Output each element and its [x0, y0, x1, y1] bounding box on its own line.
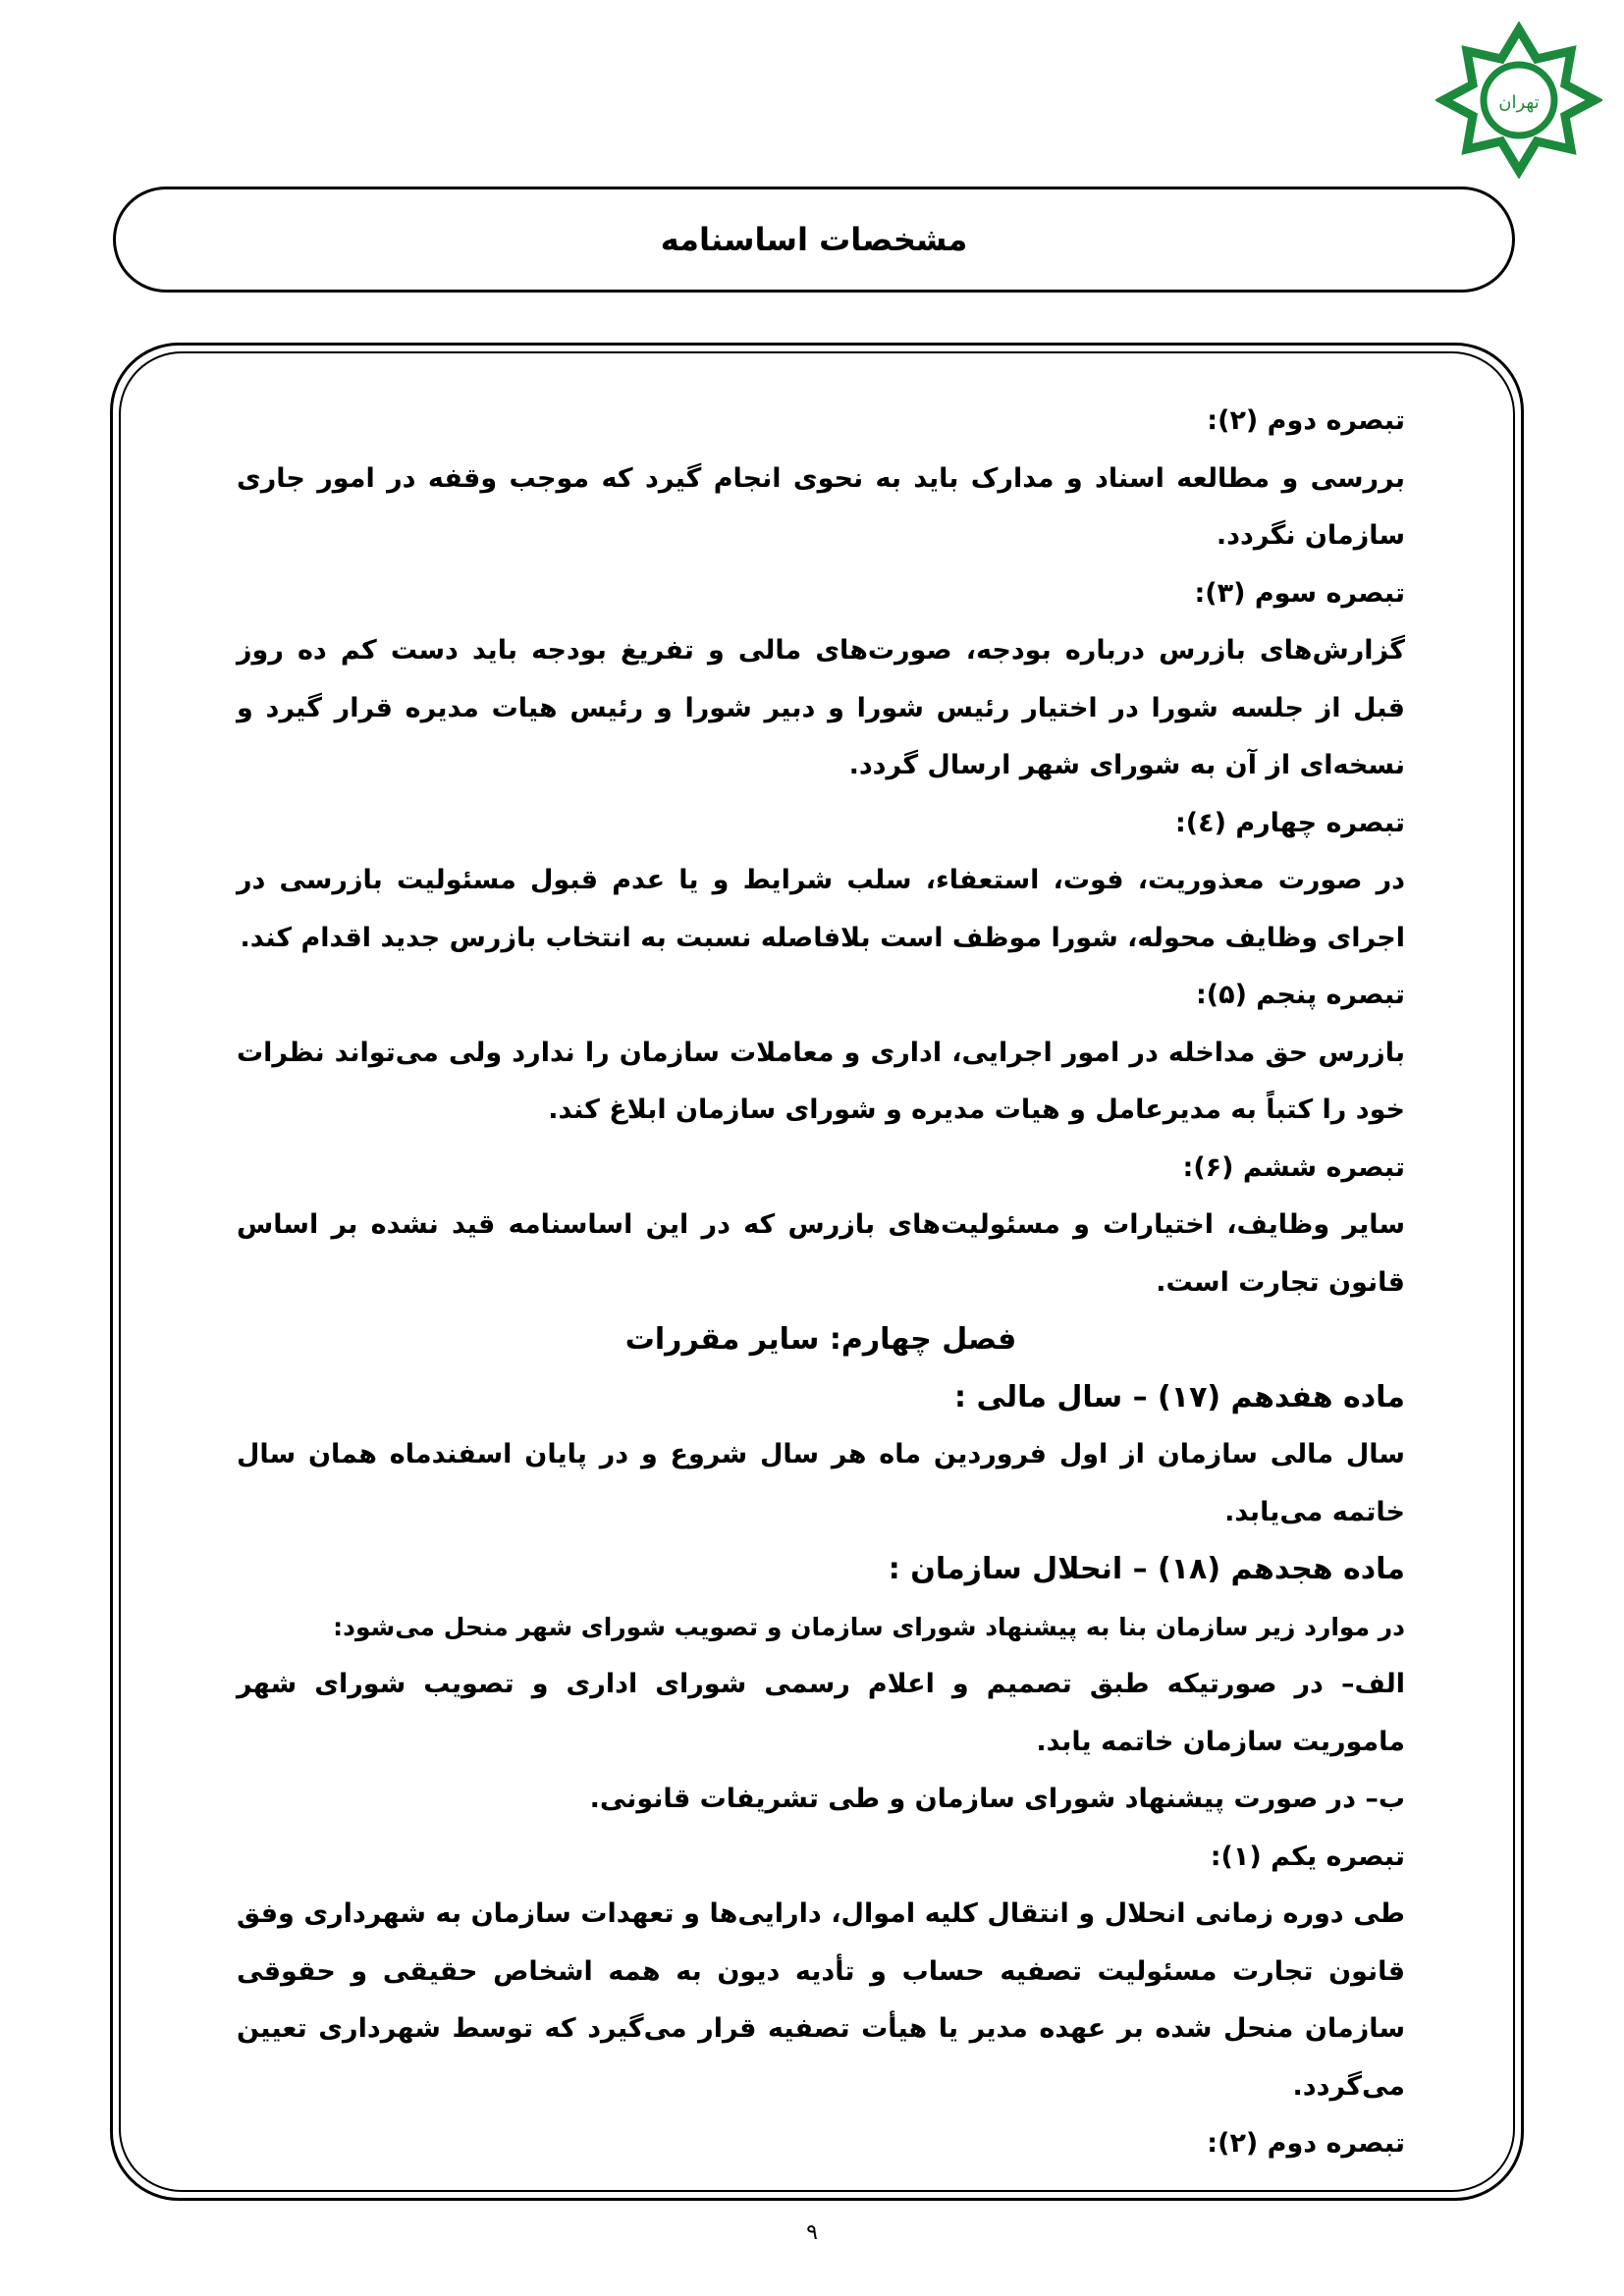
- document-body: [237, 393, 1405, 2173]
- article-heading: ماده هجدهم (۱۸) – انحلال سازمان :: [888, 1552, 1405, 1586]
- page-title: مشخصات اساسنامه: [660, 221, 968, 258]
- section-title-box: [113, 187, 1515, 293]
- paragraph: الف– در صورتیکه طبق تصمیم و اعلام رسمی شورای اداری و تصویب شورای شهر ماموریت سازمان خاتمه یابد.: [237, 1669, 1405, 1757]
- paragraph: سال مالی سازمان از اول فروردین ماه هر سال شروع و در پایان اسفندماه همان سال خاتمه می‌یابد.: [237, 1439, 1405, 1527]
- chapter-heading: فصل چهارم: سایر مقررات: [624, 1322, 1017, 1357]
- note-heading: تبصره پنجم (۵):: [1195, 980, 1405, 1010]
- paragraph: طی دوره زمانی انحلال و انتقال کلیه اموال، دارایی‌ها و تعهدات سازمان به شهرداری وفق قانون تجارت مسئولیت تصفیه حساب و تأدیه دیون به همه اشخاص حقیقی و حقوقی سازمان منحل شده بر عهده مدیر یا هیأت تصفیه قرار می‌گیرد که توسط شهرداری تعیین می‌گردد.: [237, 1898, 1405, 2102]
- svg-text:تهران: تهران: [1498, 92, 1540, 113]
- note-heading: تبصره دوم (۲):: [1207, 405, 1405, 436]
- note-heading: تبصره یکم (۱):: [1210, 1841, 1405, 1872]
- paragraph: بازرس حق مداخله در امور اجرایی، اداری و معاملات سازمان را ندارد ولی می‌تواند نظرات خود را کتباً به مدیرعامل و هیات مدیره و شورای سازمان ابلاغ کند.: [237, 1037, 1405, 1125]
- paragraph: گزارش‌های بازرس درباره بودجه، صورت‌های مالی و تفریغ بودجه باید دست کم ده روز قبل از جلسه شورا در اختیار رئیس شورا و دبیر شورا و رئیس هیات مدیره قرار گیرد و نسخه‌ای از آن به شورای شهر ارسال گردد.: [237, 635, 1405, 780]
- paragraph: در موارد زیر سازمان بنا به پیشنهاد شورای سازمان و تصویب شورای شهر منحل می‌شود:: [333, 1612, 1405, 1641]
- paragraph: در صورت معذوریت، فوت، استعفاء، سلب شرایط و یا عدم قبول مسئولیت بازرسی در اجرای وظایف محوله، شورا موظف است بلافاصله نسبت به انتخاب بازرس جدید اقدام کند.: [237, 865, 1405, 953]
- tehran-municipality-logo: [1435, 22, 1602, 179]
- note-heading: تبصره دوم (۲):: [1207, 2128, 1405, 2159]
- note-heading: تبصره سوم (۳):: [1194, 577, 1405, 609]
- paragraph: بررسی و مطالعه اسناد و مدارک باید به نحوی انجام گیرد که موجب وقفه در امور جاری سازمان نگردد.: [237, 462, 1405, 551]
- article-heading: ماده هفدهم (۱۷) – سال مالی :: [954, 1379, 1405, 1415]
- page-number: ۹: [806, 2220, 818, 2245]
- note-heading: تبصره ششم (۶):: [1182, 1151, 1405, 1183]
- paragraph: سایر وظایف، اختیارات و مسئولیت‌های بازرس که در این اساسنامه قید نشده بر اساس قانون تجارت است.: [237, 1209, 1405, 1298]
- note-heading: تبصره چهارم (٤):: [1174, 807, 1405, 838]
- paragraph: ب– در صورت پیشنهاد شورای سازمان و طی تشریفات قانونی.: [589, 1784, 1405, 1814]
